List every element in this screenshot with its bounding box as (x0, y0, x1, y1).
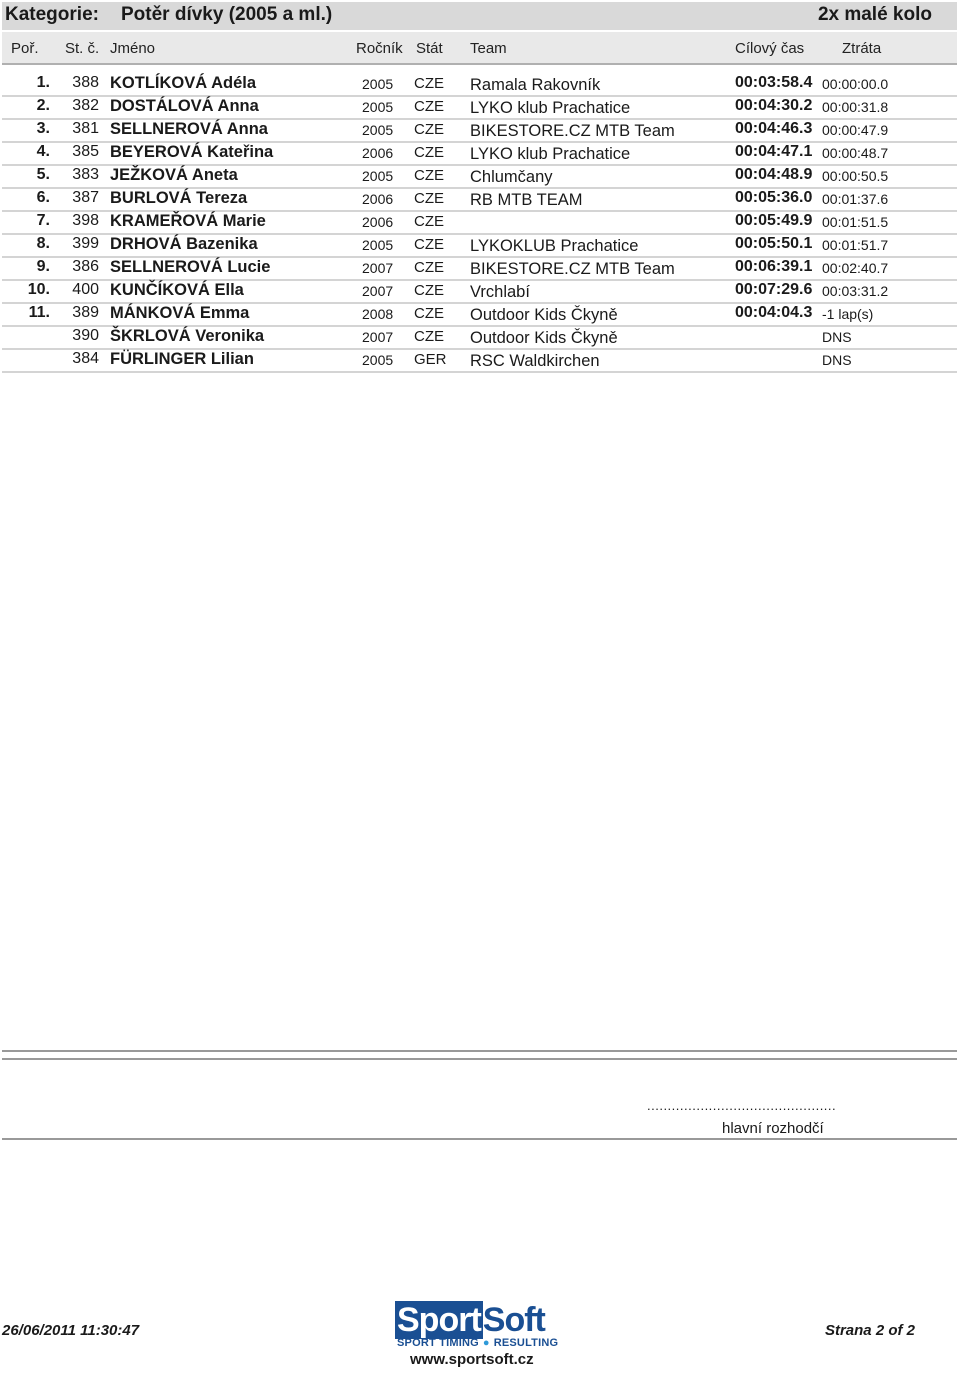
row-start-number: 382 (72, 97, 99, 114)
row-name: DRHOVÁ Bazenika (110, 235, 258, 253)
col-name-header: Jméno (110, 40, 156, 57)
row-nation: CZE (414, 282, 444, 299)
category-laps: 2x malé kolo (817, 4, 932, 25)
row-start-number: 399 (72, 235, 99, 252)
row-finish-time: 00:05:36.0 (735, 189, 813, 206)
signature-line: .............................................. (647, 1098, 837, 1113)
row-nation: GER (414, 351, 447, 368)
signature-label: hlavní rozhodčí (722, 1120, 824, 1137)
row-nation: CZE (414, 121, 444, 138)
row-name: ŠKRLOVÁ Veronika (110, 327, 265, 345)
row-start-number: 383 (72, 166, 99, 183)
col-loss-header: Ztráta (842, 40, 882, 57)
row-year: 2005 (362, 122, 394, 138)
logo-wordmark: SportSoft (397, 1301, 545, 1339)
row-nation: CZE (414, 259, 444, 276)
col-time-header: Cílový čas (735, 40, 805, 57)
row-position: 8. (36, 235, 50, 252)
table-row (2, 95, 957, 120)
row-position: 11. (28, 304, 50, 321)
row-start-number: 389 (72, 304, 99, 321)
row-team: LYKOKLUB Prachatice (470, 237, 639, 255)
row-start-number: 384 (72, 350, 99, 367)
row-gap: 00:00:48.7 (822, 145, 889, 161)
row-finish-time: 00:05:49.9 (735, 212, 813, 229)
row-nation: CZE (414, 167, 444, 184)
row-finish-time: 00:05:50.1 (735, 235, 813, 252)
table-row (2, 302, 957, 327)
row-name: JEŽKOVÁ Aneta (110, 166, 238, 184)
col-nat-header: Stát (416, 40, 443, 57)
row-team: Outdoor Kids Čkyně (470, 306, 618, 324)
row-team: LYKO klub Prachatice (470, 145, 631, 163)
row-finish-time: 00:04:30.2 (735, 97, 813, 114)
separator-line (2, 1138, 957, 1140)
row-year: 2005 (362, 237, 394, 253)
table-row (2, 210, 957, 235)
row-name: BURLOVÁ Tereza (110, 189, 248, 207)
table-row (2, 279, 957, 304)
row-position: 5. (36, 166, 50, 183)
row-finish-time: 00:04:47.1 (735, 143, 813, 160)
row-position: 6. (36, 189, 50, 206)
row-gap: 00:00:50.5 (822, 168, 889, 184)
row-year: 2005 (362, 352, 394, 368)
row-finish-time: 00:06:39.1 (735, 258, 813, 275)
row-gap: 00:01:51.5 (822, 214, 889, 230)
row-finish-time: 00:04:48.9 (735, 166, 813, 183)
website-url: www.sportsoft.cz (410, 1351, 534, 1368)
row-year: 2006 (362, 191, 394, 207)
row-year: 2005 (362, 76, 394, 92)
category-label: Kategorie: (5, 4, 99, 25)
table-row (2, 164, 957, 189)
row-start-number: 387 (72, 189, 99, 206)
row-nation: CZE (414, 236, 444, 253)
table-row (2, 72, 957, 97)
row-name: SELLNEROVÁ Anna (110, 120, 268, 138)
row-nation: CZE (414, 98, 444, 115)
row-year: 2007 (362, 260, 394, 276)
row-gap: 00:03:31.2 (822, 283, 889, 299)
table-row (2, 141, 957, 166)
row-start-number: 398 (72, 212, 99, 229)
row-name: MÁNKOVÁ Emma (110, 304, 250, 322)
row-year: 2007 (362, 283, 394, 299)
row-gap: 00:01:37.6 (822, 191, 889, 207)
row-start-number: 400 (72, 281, 99, 298)
row-gap: 00:00:47.9 (822, 122, 889, 138)
row-position: 7. (36, 212, 50, 229)
row-team: LYKO klub Prachatice (470, 99, 631, 117)
row-team: Chlumčany (470, 168, 553, 186)
row-team: Outdoor Kids Čkyně (470, 329, 618, 347)
separator-double (2, 1050, 957, 1060)
row-start-number: 386 (72, 258, 99, 275)
row-year: 2005 (362, 168, 394, 184)
row-position: 1. (36, 74, 50, 91)
page-number: Strana 2 of 2 (824, 1322, 915, 1339)
row-year: 2007 (362, 329, 394, 345)
row-year: 2005 (362, 99, 394, 115)
table-row (2, 118, 957, 143)
row-gap: -1 lap(s) (822, 306, 874, 322)
row-finish-time: 00:04:46.3 (735, 120, 813, 137)
row-name: BEYEROVÁ Kateřina (110, 143, 274, 161)
row-name: SELLNEROVÁ Lucie (110, 258, 271, 276)
table-row (2, 348, 957, 373)
row-nation: CZE (414, 190, 444, 207)
row-finish-time: 00:03:58.4 (735, 74, 813, 91)
col-team-header: Team (470, 40, 507, 57)
row-name: KUNČÍKOVÁ Ella (110, 281, 244, 299)
table-row (2, 233, 957, 258)
row-name: KOTLÍKOVÁ Adéla (110, 74, 257, 92)
row-start-number: 381 (72, 120, 99, 137)
row-nation: CZE (414, 144, 444, 161)
col-pos-header: Poř. (11, 40, 39, 57)
row-year: 2006 (362, 214, 394, 230)
category-name: Potěr dívky (2005 a ml.) (121, 4, 333, 25)
row-position: 4. (36, 143, 50, 160)
row-year: 2008 (362, 306, 394, 322)
row-team: RB MTB TEAM (470, 191, 583, 209)
table-row (2, 256, 957, 281)
row-gap: 00:01:51.7 (822, 237, 889, 253)
logo-tagline: SPORT TIMING ● RESULTING (397, 1337, 559, 1349)
row-gap: 00:02:40.7 (822, 260, 889, 276)
row-finish-time: 00:07:29.6 (735, 281, 813, 298)
table-row (2, 325, 957, 350)
row-team: RSC Waldkirchen (470, 352, 600, 370)
row-gap: DNS (822, 329, 852, 345)
row-gap: 00:00:00.0 (822, 76, 889, 92)
row-nation: CZE (414, 75, 444, 92)
row-start-number: 385 (72, 143, 99, 160)
row-name: DOSTÁLOVÁ Anna (110, 97, 259, 115)
row-team: BIKESTORE.CZ MTB Team (470, 122, 675, 140)
row-team: Ramala Rakovník (470, 76, 601, 94)
row-position: 9. (36, 258, 50, 275)
row-nation: CZE (414, 305, 444, 322)
row-gap: 00:00:31.8 (822, 99, 889, 115)
row-name: FÜRLINGER Lilian (110, 350, 254, 368)
row-gap: DNS (822, 352, 852, 368)
print-datetime: 26/06/2011 11:30:47 (2, 1322, 140, 1339)
table-row (2, 187, 957, 212)
row-position: 3. (36, 120, 50, 137)
row-team: Vrchlabí (470, 283, 530, 301)
col-no-header: St. č. (65, 40, 100, 57)
row-start-number: 390 (72, 327, 99, 344)
row-year: 2006 (362, 145, 394, 161)
sportsoft-logo (395, 1301, 571, 1349)
row-name: KRAMEŘOVÁ Marie (110, 212, 266, 230)
row-start-number: 388 (72, 74, 99, 91)
row-position: 2. (36, 97, 50, 114)
row-team: BIKESTORE.CZ MTB Team (470, 260, 675, 278)
row-nation: CZE (414, 328, 444, 345)
row-finish-time: 00:04:04.3 (735, 304, 813, 321)
row-position: 10. (27, 281, 50, 298)
row-nation: CZE (414, 213, 444, 230)
col-year-header: Ročník (356, 40, 403, 57)
